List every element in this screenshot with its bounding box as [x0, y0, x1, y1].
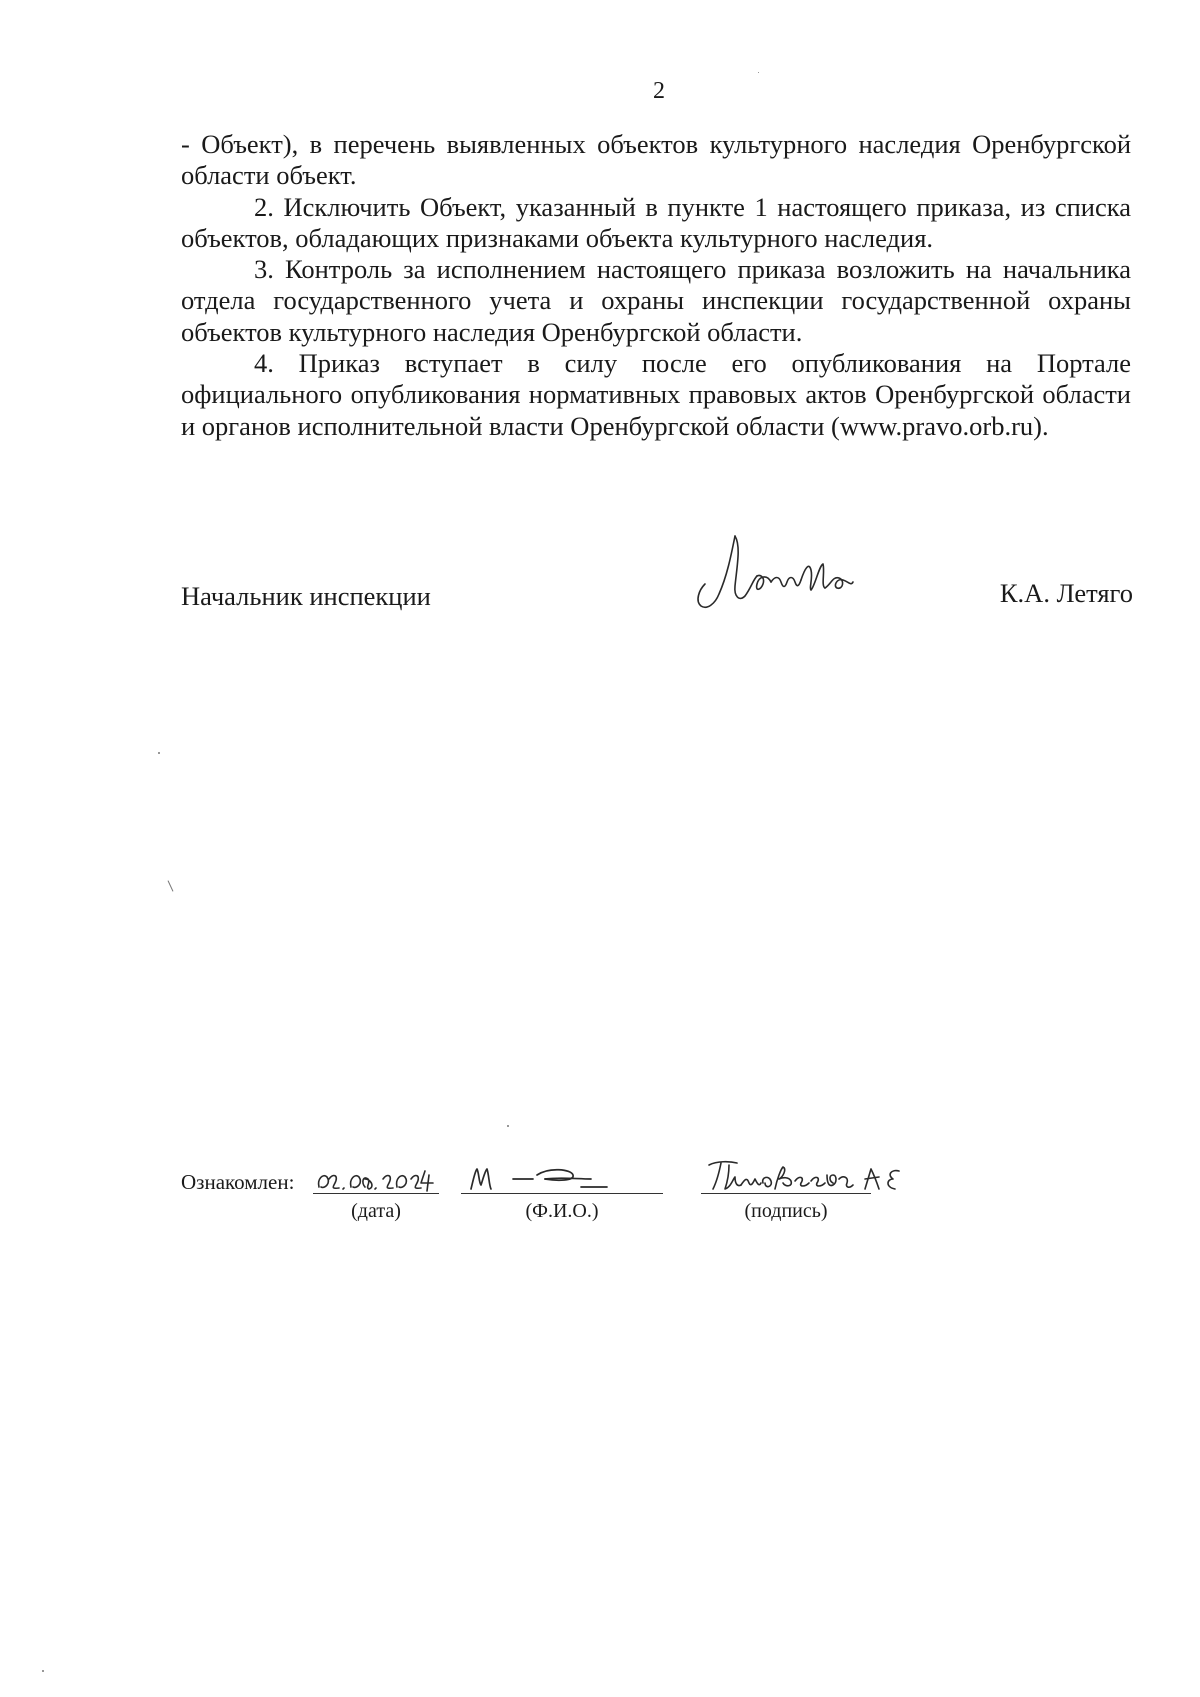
- date-field: [313, 1157, 443, 1197]
- handwritten-initials: [461, 1157, 641, 1197]
- scan-speck: [158, 752, 160, 754]
- signature-field: [703, 1157, 943, 1197]
- scan-speck: [168, 880, 174, 891]
- signer-position: Начальник инспекции: [181, 581, 431, 611]
- handwritten-name: [703, 1157, 943, 1197]
- date-caption: (дата): [351, 1200, 401, 1222]
- paragraph-4: 4. Приказ вступает в силу после его опубликования на Портале официального опубликования нормативных правовых актов Оренбургской области и органов исполнительной власти Оренбургской области (www.pravo.orb.ru).: [181, 348, 1131, 441]
- signature-underline: [701, 1193, 871, 1194]
- fio-underline: [461, 1193, 663, 1194]
- acknowledgement-block: [181, 1157, 981, 1237]
- signature-caption: (подпись): [744, 1200, 828, 1222]
- date-underline: [313, 1193, 439, 1194]
- paragraph-2: 2. Исключить Объект, указанный в пункте 1 настоящего приказа, из списка объектов, обладающих признаками объекта культурного наследия.: [181, 191, 1131, 253]
- signer-name: К.А. Летяго: [999, 578, 1133, 608]
- signature-block: [181, 526, 1133, 642]
- scan-speck: [507, 1125, 509, 1127]
- page-number: 2: [653, 78, 665, 104]
- paragraph-3: 3. Контроль за исполнением настоящего приказа возложить на начальника отдела государственного учета и охраны инспекции государственной охраны объектов культурного наследия Оренбургской области.: [181, 254, 1131, 347]
- scan-speck: [758, 72, 759, 73]
- scan-speck: [42, 1670, 44, 1672]
- fio-field: [461, 1157, 641, 1197]
- handwritten-date: [313, 1157, 443, 1197]
- paragraph-1: - Объект), в перечень выявленных объектов культурного наследия Оренбургской области объект.: [181, 129, 1131, 191]
- fio-caption: (Ф.И.О.): [525, 1200, 599, 1222]
- document-body: [181, 129, 1131, 442]
- handwritten-signature: [691, 526, 891, 626]
- signature-text: Летяго: [691, 526, 694, 527]
- acknowledgement-label: Ознакомлен:: [181, 1170, 295, 1194]
